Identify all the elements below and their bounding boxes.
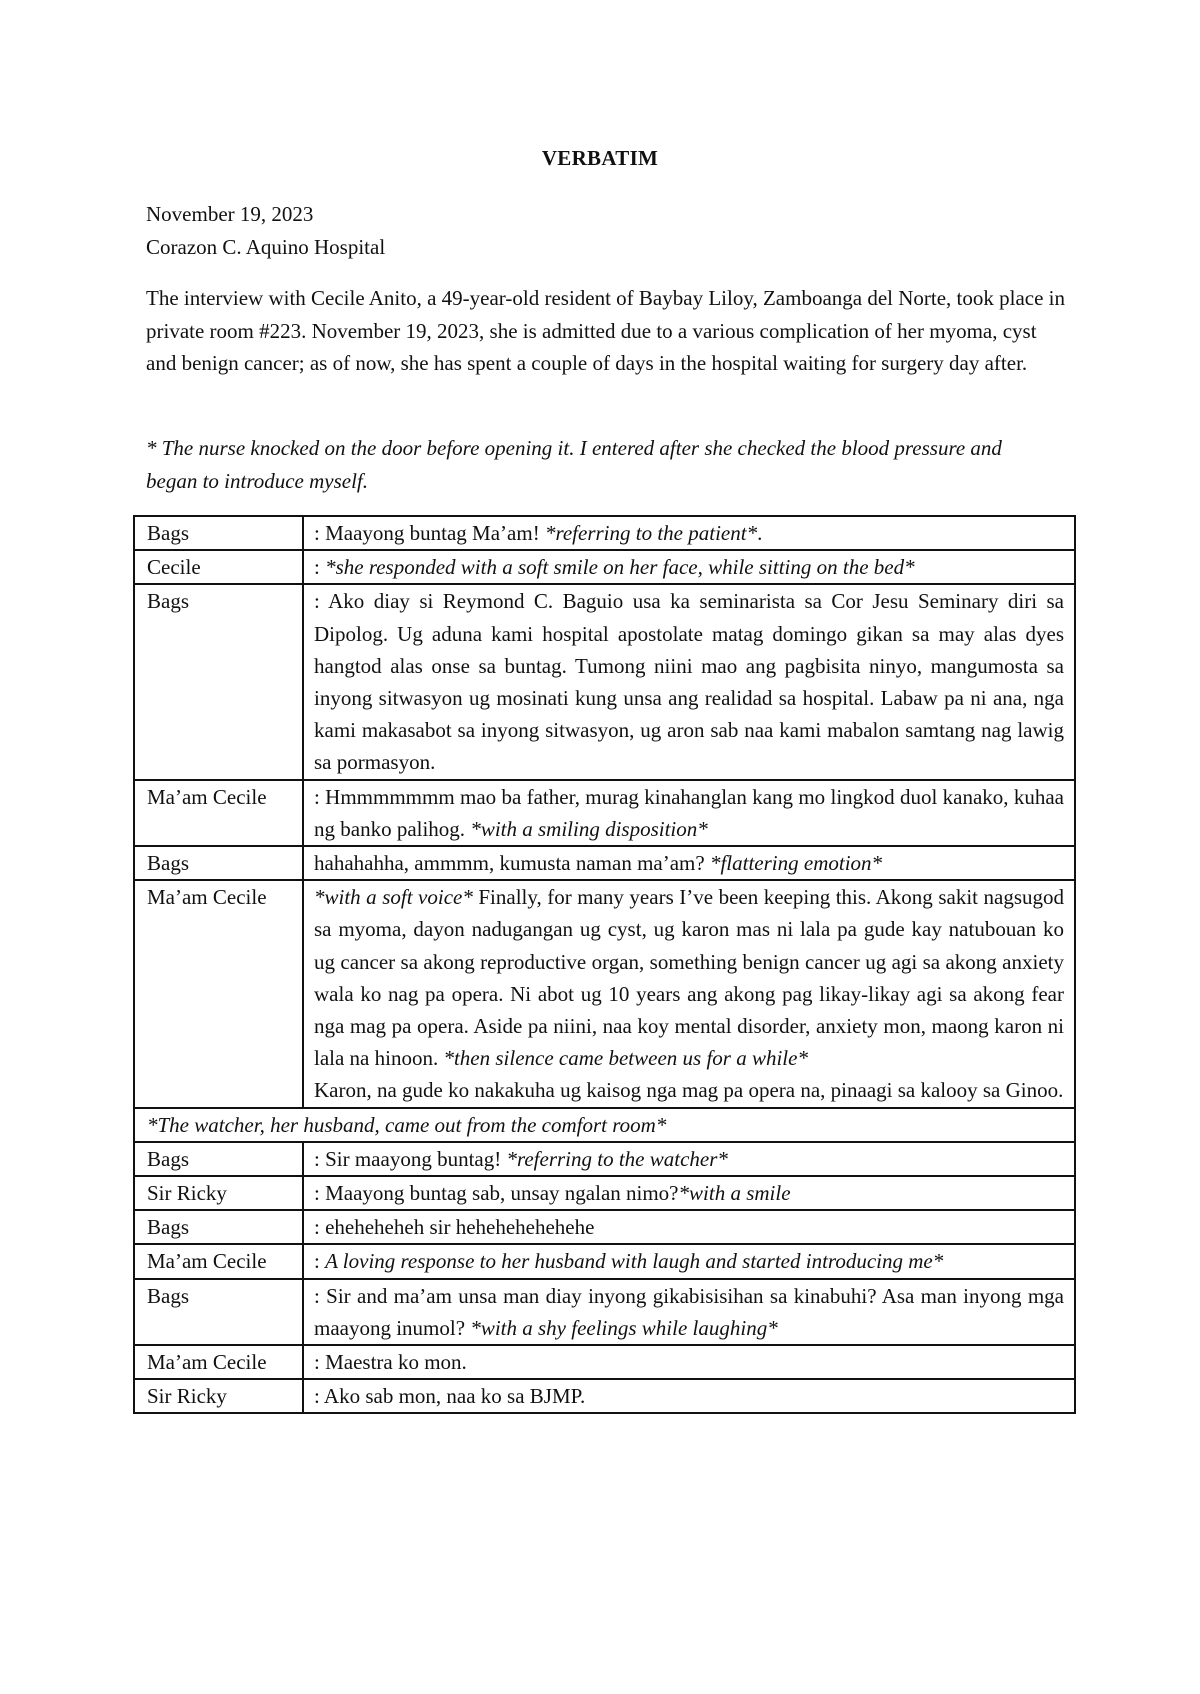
speaker-cell: Cecile bbox=[134, 550, 303, 584]
table-row bbox=[134, 516, 1075, 550]
table-row bbox=[134, 1210, 1075, 1244]
dialogue-cell bbox=[303, 846, 1075, 880]
table-row bbox=[134, 1345, 1075, 1379]
dialogue-text: : Hmmmmmmm mao ba father, murag kinahanglan kang mo lingkod duol kanako, kuhaa ng banko palihog. bbox=[314, 784, 1064, 841]
speaker-cell: Sir Ricky bbox=[134, 1379, 303, 1413]
dialogue-cell bbox=[303, 1176, 1075, 1210]
dialogue-text: : bbox=[314, 1249, 326, 1274]
dialogue-text: : bbox=[314, 555, 326, 580]
dialogue-cell bbox=[303, 516, 1075, 550]
dialogue-extra: Karon, na gude ko nakakuha ug kaisog nga mag pa opera na, pinaagi sa kalooy sa Ginoo. bbox=[314, 1078, 1064, 1103]
speaker-cell: Ma’am Cecile bbox=[134, 880, 303, 1107]
dialogue-text: hahahahha, ammmm, kumusta naman ma’am? bbox=[314, 851, 710, 876]
action-note: *with a shy feelings while laughing* bbox=[470, 1315, 778, 1340]
action-note: *with a smiling disposition* bbox=[470, 816, 708, 841]
table-row bbox=[134, 1244, 1075, 1278]
stage-note: * The nurse knocked on the door before opening it. I entered after she checked the blood pressure and began to introduce myself. bbox=[146, 436, 1002, 493]
dialogue-text: : Ako diay si Reymond C. Baguio usa ka seminarista sa Cor Jesu Seminary diri sa Dipolog. Ug aduna kami hospital apostolate matag domingo gikan sa may alas dyes hangtod alas onse sa buntag. Tumong niini mao ang pagbisita ninyo, mangumosta sa inyong sitwasyon ug mosinati kung unsa ang realidad sa hospital. Labaw pa ni ana, nga kami makasabot sa inyong sitwasyon, ug aron sab naa kami mabalon samtang nag lawig sa pormasyon. bbox=[314, 589, 1064, 775]
action-note: *then silence came between us for a while* bbox=[443, 1046, 808, 1071]
lead-action-note: *with a soft voice* bbox=[314, 885, 473, 910]
dialogue-text: : eheheheheh sir hehehehehehehe bbox=[314, 1215, 595, 1240]
speaker-cell: Ma’am Cecile bbox=[134, 780, 303, 846]
dialogue-text: : Ako sab mon, naa ko sa BJMP. bbox=[314, 1384, 586, 1409]
speaker-cell: Bags bbox=[134, 1279, 303, 1345]
dialogue-cell bbox=[303, 780, 1075, 846]
interview-date: November 19, 2023 bbox=[146, 202, 314, 226]
narration-cell bbox=[134, 1108, 1075, 1142]
table-row bbox=[134, 1108, 1075, 1142]
speaker-cell: Bags bbox=[134, 1142, 303, 1176]
speaker-cell: Ma’am Cecile bbox=[134, 1345, 303, 1379]
document-meta bbox=[146, 198, 385, 264]
verbatim-table bbox=[133, 515, 1076, 1414]
table-row bbox=[134, 880, 1075, 1107]
dialogue-text: : Maayong buntag sab, unsay ngalan nimo? bbox=[314, 1181, 679, 1206]
dialogue-cell bbox=[303, 1142, 1075, 1176]
speaker-cell: Bags bbox=[134, 1210, 303, 1244]
document-title: VERBATIM bbox=[541, 146, 659, 170]
dialogue-cell bbox=[303, 1244, 1075, 1278]
action-note: *referring to the patient* bbox=[544, 521, 758, 545]
action-note: *flattering emotion* bbox=[709, 851, 883, 876]
narration-note: *The watcher, her husband, came out from the comfort room* bbox=[147, 1112, 667, 1137]
table-row bbox=[134, 1279, 1075, 1345]
action-note: *referring to the watcher* bbox=[506, 1146, 728, 1171]
table-row bbox=[134, 1142, 1075, 1176]
table-row bbox=[134, 584, 1075, 779]
table-row bbox=[134, 1176, 1075, 1210]
action-note: *she responded with a soft smile on her face, while sitting on the bed* bbox=[325, 555, 915, 580]
dialogue-cell bbox=[303, 550, 1075, 584]
table-row bbox=[134, 846, 1075, 880]
speaker-cell: Sir Ricky bbox=[134, 1176, 303, 1210]
dialogue-cell bbox=[303, 1279, 1075, 1345]
speaker-cell: Ma’am Cecile bbox=[134, 1244, 303, 1278]
dialogue-text: : Maestra ko mon. bbox=[314, 1350, 467, 1375]
dialogue-cell bbox=[303, 1345, 1075, 1379]
action-note: A loving response to her husband with laugh and started introducing me* bbox=[325, 1249, 944, 1274]
table-row bbox=[134, 550, 1075, 584]
speaker-cell: Bags bbox=[134, 516, 303, 550]
speaker-cell: Bags bbox=[134, 584, 303, 779]
dialogue-text: Finally, for many years I’ve been keeping this. Akong sakit nagsugod sa myoma, dayon nadugangan ug cyst, ug karon mas ni lala pa gude kay natubouan ko ug cancer sa akong reproductive organ, something benign cancer ug agi sa akong anxiety wala ko nag pa opera. Ni abot ug 10 years ang akong pag likay-likay agi sa akong fear nga mag pa opera. Aside pa niini, naa koy mental disorder, anxiety mon, maong karon ni lala na hinoon. bbox=[314, 885, 1064, 1071]
intro-paragraph: The interview with Cecile Anito, a 49-year-old resident of Baybay Liloy, Zamboanga del Norte, took place in private room #223. November 19, 2023, she is admitted due to a various complication of her myoma, cyst and benign cancer; as of now, she has spent a couple of days in the hospital waiting for surgery day after. bbox=[146, 286, 1066, 375]
dialogue-cell bbox=[303, 880, 1075, 1107]
dialogue-text: : Sir maayong buntag! bbox=[314, 1146, 507, 1171]
action-note: *with a smile bbox=[678, 1181, 791, 1206]
dialogue-text: : Sir and ma’am unsa man diay inyong gikabisisihan sa kinabuhi? Asa man inyong mga maayong inumol? bbox=[314, 1283, 1064, 1340]
table-row bbox=[134, 780, 1075, 846]
dialogue-text: : Maayong buntag Ma’am! bbox=[314, 521, 545, 545]
dialogue-cell bbox=[303, 584, 1075, 779]
dialogue-cell bbox=[303, 1379, 1075, 1413]
table-row bbox=[134, 1379, 1075, 1413]
speaker-cell: Bags bbox=[134, 846, 303, 880]
hospital-name: Corazon C. Aquino Hospital bbox=[146, 235, 386, 259]
dialogue-tail: . bbox=[757, 521, 763, 545]
dialogue-cell bbox=[303, 1210, 1075, 1244]
